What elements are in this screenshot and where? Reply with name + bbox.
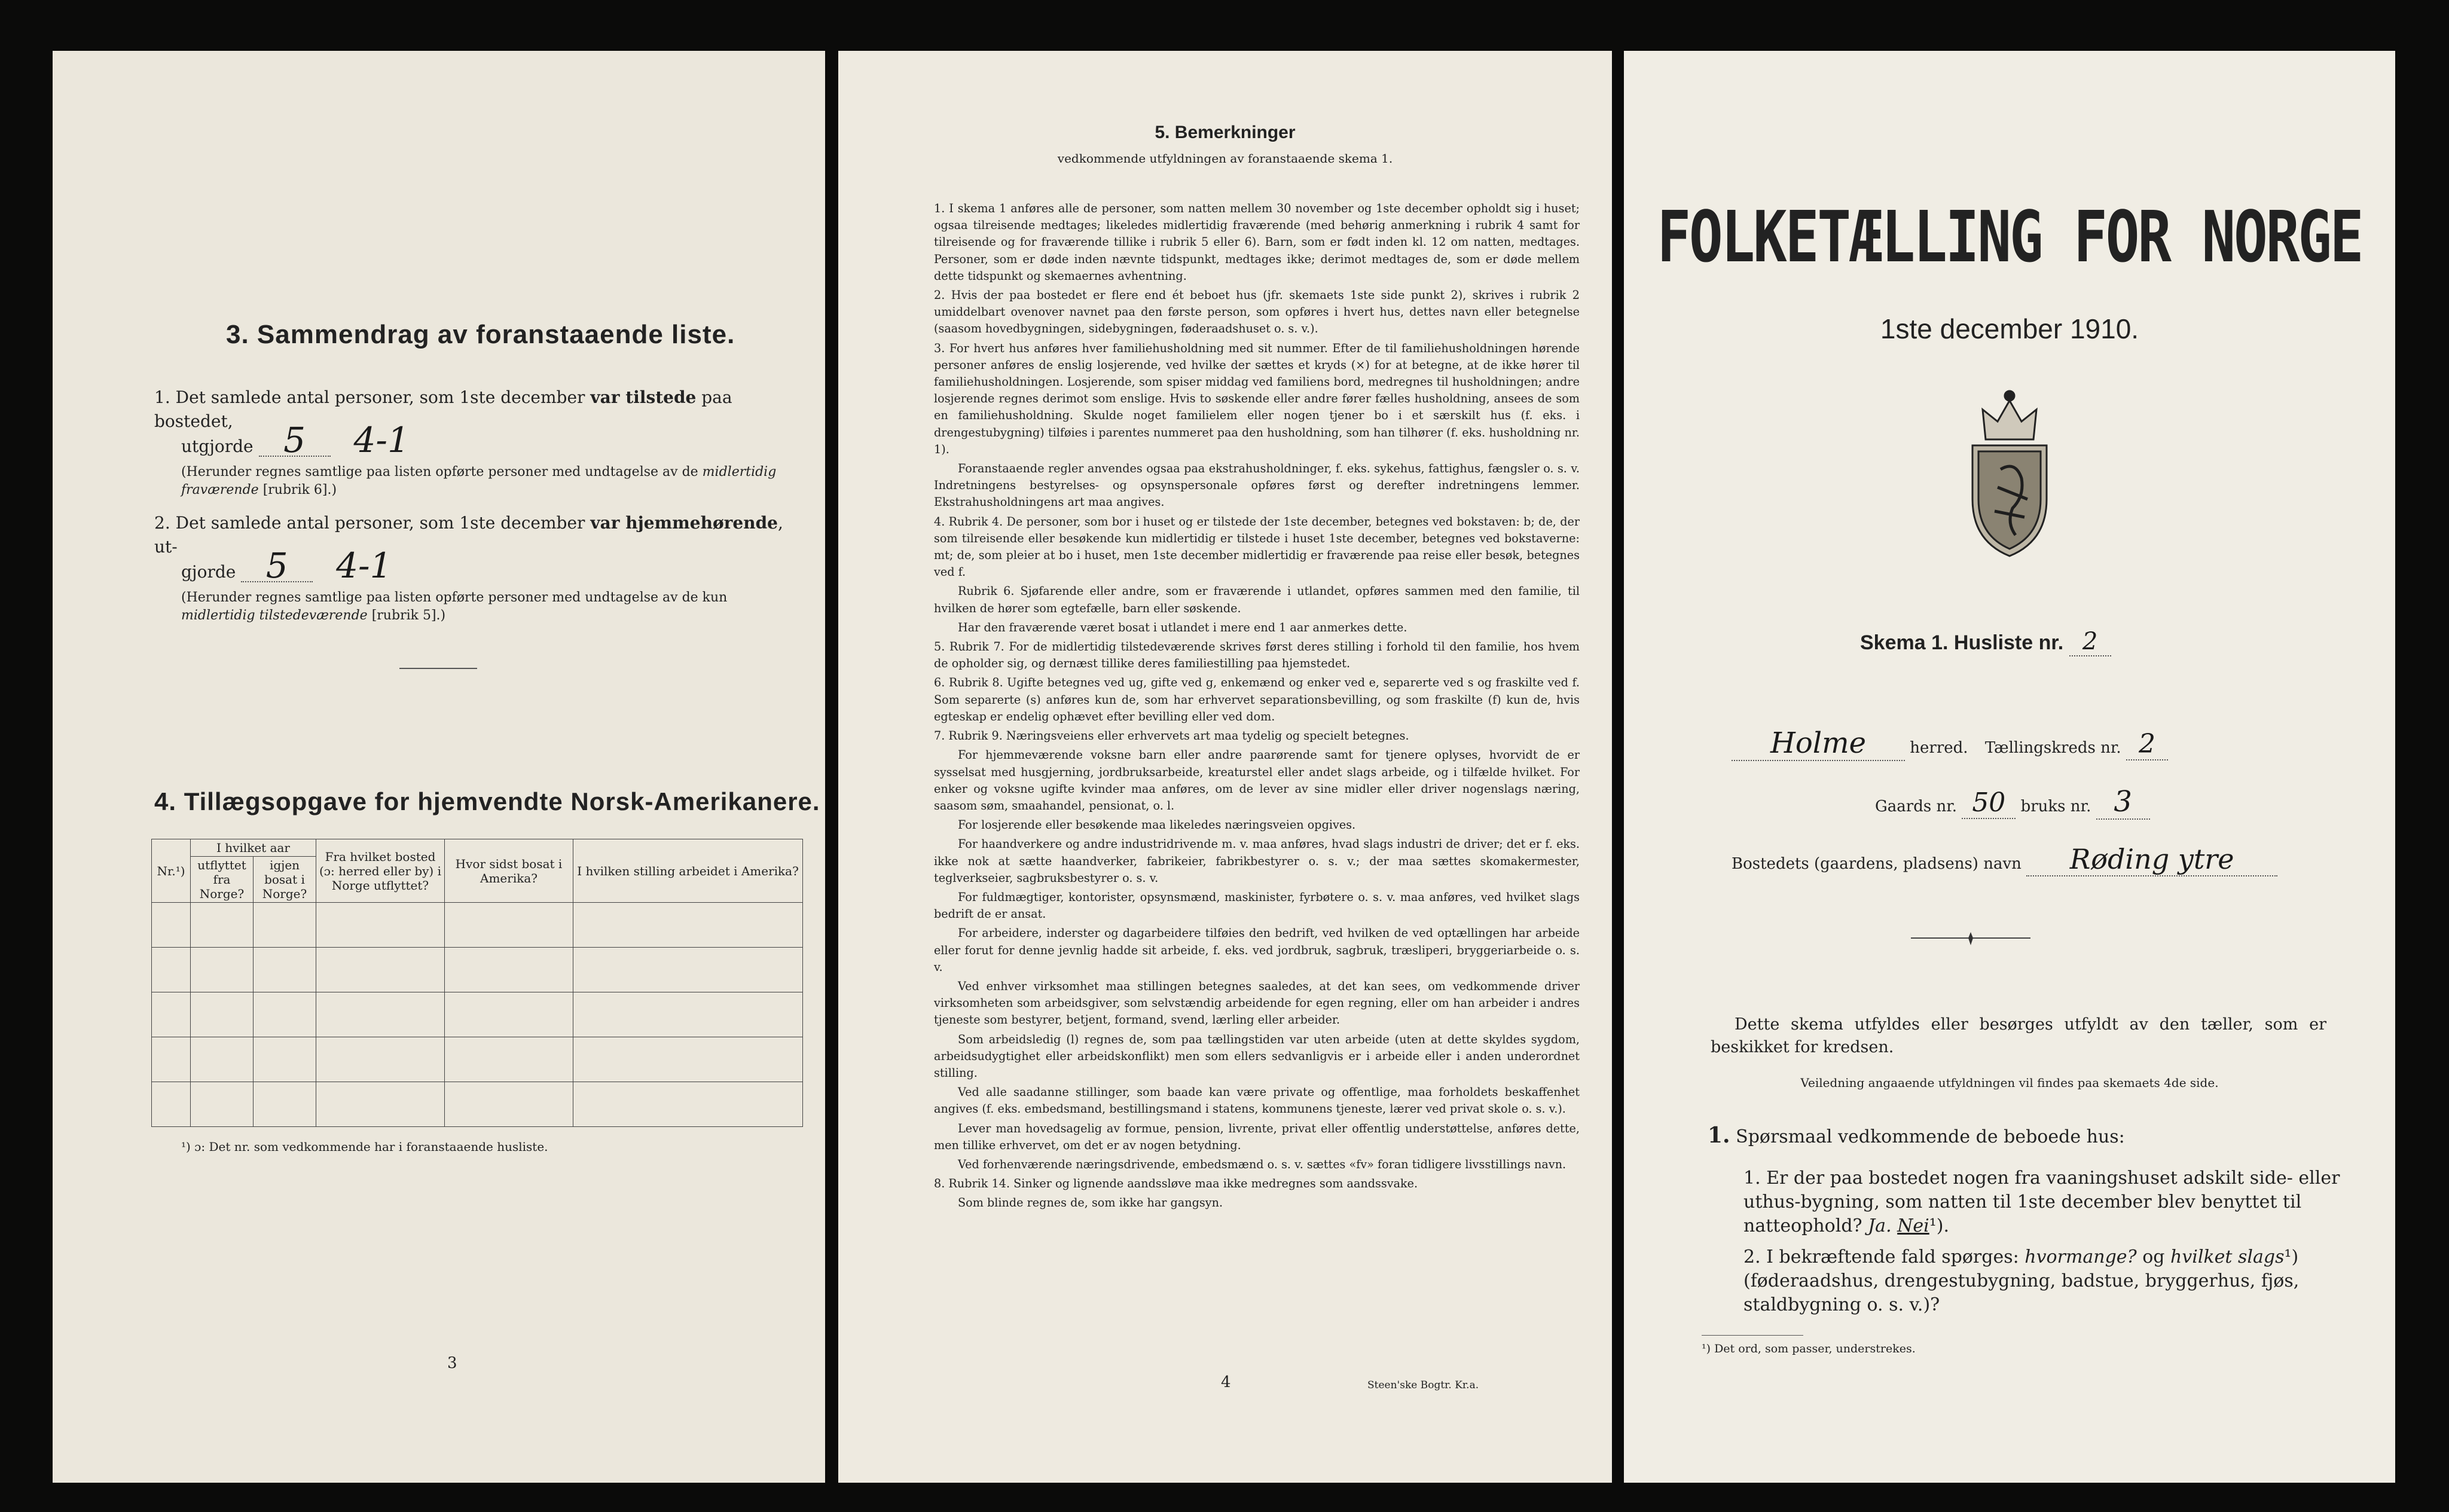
remark-paragraph: 1. I skema 1 anføres alle de personer, som natten mellem 30 november og 1ste december opholdt sig i huset; ogsaa tilreisende medtages; likeledes midlertidig fraværende (med behørig anmerkning i rubrik 4 samt for tilreisende og for fraværende tillike i rubrik 5 eller 6). Barn, som er født inden kl. 12 om natten, medtages. Personer, som er døde inden nævnte tidspunkt, medtages ikke; derimot medtages de, som er døde mellem dette tidspunkt og skemaernes avhentning. <box>934 201 1580 283</box>
cover-footnote: ¹) Det ord, som passer, understrekes. <box>1702 1342 1916 1355</box>
remark-paragraph: 7. Rubrik 9. Næringsveiens eller erhvervets art maa tydelig og specielt betegnes. <box>934 729 1409 743</box>
remarks-body <box>934 200 1580 1214</box>
gaards-value: 50 <box>1962 787 2016 819</box>
remark-paragraph: Har den fraværende været bosat i utlandet i mere end 1 aar anmerkes dette. <box>958 620 1407 634</box>
remark-paragraph: 4. Rubrik 4. De personer, som bor i huset og er tilstede der 1ste december, betegnes ved bokstaven: b; de, der som tilreisende eller besøkende kun midlertidig er tilstede i huset 1ste december, betegnes ved bokstaverne: mt; de, som pleier at bo i huset, men 1ste december midlertidig er fraværende paa reise eller besøk, betegnes ved f. <box>934 514 1580 579</box>
page-3-summary <box>53 51 825 1483</box>
remark-paragraph: Lever man hovedsagelig av formue, pension, livrente, privat eller offentlig understøttelse, anføres dette, men tillike erhvervet, om det er av nogen betydning. <box>934 1121 1580 1152</box>
veiledning-text: Veiledning angaaende utfyldningen vil findes paa skemaets 4de side. <box>1800 1076 2219 1090</box>
table-row <box>152 1037 803 1082</box>
col-stilling: I hvilken stilling arbeidet i Amerika? <box>573 839 803 903</box>
instruction-text: Dette skema utfyldes eller besørges utfyldt av den tæller, som er beskikket for kredsen. <box>1711 1015 2326 1056</box>
remark-paragraph: For haandverkere og andre industridrivende m. v. maa anføres, hvad slags industri de driver; det er f. eks. ikke nok at sætte haandverker, fabrikeier, fabrikbestyrer o. s. v.; der maa sættes skomakermester, teglverkseier, sagbruksbestyrer o. s. v. <box>934 837 1580 885</box>
divider <box>399 668 477 669</box>
husliste-number: 2 <box>2069 628 2111 656</box>
col-utflyttet: utflyttet fra Norge? <box>191 857 254 903</box>
col-igjen: igjen bosat i Norge? <box>254 857 316 903</box>
questions-heading: 1. Spørsmaal vedkommende de beboede hus: <box>1708 1123 2125 1148</box>
remark-paragraph: 2. Hvis der paa bostedet er flere end ét beboet hus (jfr. skemaets 1ste side punkt 2), skrives i rubrik 2 umiddelbart ovenover navnet paa den første person, som opføres i hvert hus, dettes navn eller betegnelse (saasom hovedbygningen, sidebygningen, føderaadshuset o. s. v.). <box>934 288 1580 336</box>
table-row <box>152 903 803 948</box>
hjemmehorende-breakdown: 4-1 <box>336 545 392 586</box>
remark-paragraph: Ved forhenværende næringsdrivende, embedsmænd o. s. v. sættes «fv» foran tidligere livsstillings navn. <box>958 1157 1566 1171</box>
col-nr: Nr.¹) <box>152 839 191 903</box>
gaards-row: Gaards nr. 50 bruks nr. 3 <box>1875 785 2150 820</box>
summary-item-1-note: (Herunder regnes samtlige paa listen opførte personer med undtagelse av de midlertidig fraværende [rubrik 6].) <box>181 465 777 497</box>
tilstede-count: 5 <box>259 424 331 457</box>
herred-row: Holme herred. Tællingskreds nr. 2 <box>1732 726 2329 761</box>
col-sidst: Hvor sidst bosat i Amerika? <box>445 839 573 903</box>
form-title: FOLKETÆLLING FOR NORGE <box>1657 197 2362 279</box>
bosted-row: Bostedets (gaardens, pladsens) navn Røding ytre <box>1732 843 2277 876</box>
remark-paragraph: Foranstaaende regler anvendes ogsaa paa ekstrahusholdninger, f. eks. sykehus, fattighus, fængsler o. s. v. Indretningens bestyrelses- og opsynspersonale opføres først og derefter indretningens lemmer. Ekstrahusholdningens art maa angives. <box>934 462 1580 509</box>
bruks-value: 3 <box>2096 785 2150 820</box>
page-1-cover <box>1624 51 2395 1483</box>
remark-paragraph: For fuldmægtiger, kontorister, opsynsmænd, maskinister, fyrbøtere o. s. v. maa anføres, ved hvilket slags bedrift de er ansat. <box>934 890 1580 921</box>
herred-value: Holme <box>1732 726 1905 761</box>
table-row <box>152 948 803 992</box>
skema-label: Skema 1. Husliste nr. 2 <box>1860 628 2111 656</box>
bosted-value: Røding ytre <box>2026 843 2277 876</box>
printer-credit: Steen'ske Bogtr. Kr.a. <box>1367 1379 1479 1391</box>
question-1: 1. Er der paa bostedet nogen fra vaaningshuset adskilt side- eller uthus-bygning, som natten til 1ste december blev benyttet til natteophold? Ja. Nei¹). <box>1743 1168 2340 1236</box>
remark-paragraph: For arbeidere, inderster og dagarbeidere tilføies den bedrift, ved hvilken de ved optællingen har arbeide eller forut for denne jevnlig hadde sit arbeide, f. eks. ved jordbruk, sagbruk, træsliperi, bryggeriarbeide o. s. v. <box>934 926 1580 974</box>
table-row <box>152 1082 803 1127</box>
remark-paragraph: 3. For hvert hus anføres hver familiehusholdning med sit nummer. Efter de til familiehusholdningen hørende personer anføres de enslig losjerende, ved hvilke der sættes et kryds (×) for at betegne, at de ikke hører til familiehusholdningen. Losjerende, som spiser middag ved familiens bord, medregnes til husholdningen; andre losjerende regnes derimot som enslige. Hvis to søskende eller andre fører fælles husholdning, ansees de som en familiehusholdning. Skulde noget familielem eller nogen tjener bo i et særskilt hus (f. eks. i drengestubygning) tilføies i parentes nummeret paa den husholdning, som han tilhører (f. eks. husholdning nr. 1). <box>934 341 1580 456</box>
remarks-subtitle: vedkommende utfyldningen av foranstaaende skema 1. <box>1057 151 1393 166</box>
page-number: 3 <box>447 1354 457 1372</box>
tilstede-breakdown: 4-1 <box>353 420 410 460</box>
page-4-remarks <box>838 51 1612 1483</box>
col-fra: Fra hvilket bosted (ɔ: herred eller by) i Norge utflyttet? <box>316 839 445 903</box>
form-date: 1ste december 1910. <box>1880 313 2139 344</box>
table-footnote: ¹) ɔ: Det nr. som vedkommende har i foranstaaende husliste. <box>181 1140 548 1154</box>
remark-paragraph: 6. Rubrik 8. Ugifte betegnes ved ug, gifte ved g, enkemænd og enker ved e, separerte ved s og fraskilte ved f. Som separerte (s) anføres kun de, som har erhvervet separationsbevilling, og som fraskilte (f) kun de, hvis egteskap er endelig ophævet efter bevilling eller ved dom. <box>934 676 1580 723</box>
remark-paragraph: 5. Rubrik 7. For de midlertidig tilstedeværende skrives først deres stilling i forhold til den familie, hos hvem de opholder sig, og dernæst tillike deres familiestilling paa hjemstedet. <box>934 640 1580 671</box>
remark-paragraph: Som blinde regnes de, som ikke har gangsyn. <box>958 1196 1223 1210</box>
norsk-amerikanere-table <box>151 839 803 1127</box>
table-row <box>152 992 803 1037</box>
summary-item-1-line2: utgjorde 5 4-1 <box>181 420 410 460</box>
section-3-title: 3. Sammendrag av foranstaaende liste. <box>226 320 735 349</box>
remark-paragraph: Ved enhver virksomhet maa stillingen betegnes saaledes, at det kan sees, om vedkommende driver virksomheten som arbeidsgiver, som selvstændig arbeidende for egen regning, eller om han arbeider i andres tjeneste som bestyrer, betjent, formand, svend, lærling eller arbeider. <box>934 979 1580 1027</box>
answer-nei: Nei <box>1897 1215 1929 1236</box>
remark-paragraph: 8. Rubrik 14. Sinker og lignende aandssløve maa ikke medregnes som aandssvake. <box>934 1177 1418 1191</box>
footnote-rule <box>1702 1335 1803 1336</box>
question-2: 2. I bekræftende fald spørges: hvormange? og hvilket slags¹) (føderaadshus, drengestubygning, badstue, bryggerhus, fjøs, staldbygning o. s. v.)? <box>1743 1247 2300 1315</box>
summary-item-2-line2: gjorde 5 4-1 <box>181 545 392 586</box>
hjemmehorende-count: 5 <box>241 550 313 582</box>
remark-paragraph: For hjemmeværende voksne barn eller andre paarørende samt for tjenere oplyses, hvorvidt de er sysselsat med husgjerning, jordbruksarbeide, kreaturstel eller andet slags arbeide, og i tilfælde hvilket. For enker og voksne ugifte kvinder maa anføres, om de lever av sine midler eller driver nogenslags næring, saasom søm, smaahandel, pensionat, o. l. <box>934 748 1580 812</box>
page-number: 4 <box>1221 1373 1231 1391</box>
summary-item-2: 2. Det samlede antal personer, som 1ste december var hjemmehørende, ut- <box>154 513 783 557</box>
remark-paragraph: Rubrik 6. Sjøfarende eller andre, som er fraværende i utlandet, opføres sammen med den familie, til hvilken de hører som egtefælle, barn eller søskende. <box>934 584 1580 615</box>
kreds-value: 2 <box>2126 729 2168 760</box>
remark-paragraph: For losjerende eller besøkende maa likeledes næringsveien opgives. <box>958 818 1356 832</box>
summary-item-1: 1. Det samlede antal personer, som 1ste december var tilstede paa bostedet, <box>154 387 732 431</box>
section-4-title: 4. Tillægsopgave for hjemvendte Norsk-Amerikanere. <box>154 787 820 815</box>
summary-item-2-note: (Herunder regnes samtlige paa listen opførte personer med undtagelse av de kun midlertidig tilstedeværende [rubrik 5].) <box>181 590 728 623</box>
remarks-title: 5. Bemerkninger <box>1155 123 1296 142</box>
remark-paragraph: Som arbeidsledig (l) regnes de, som paa tællingstiden var uten arbeide (uten at dette skyldes sygdom, arbeidsudygtighet eller arbeidskonflikt) men som ellers sedvanligvis er i arbeide eller i anden underordnet stilling. <box>934 1032 1580 1080</box>
col-year: I hvilket aar <box>191 839 316 857</box>
remark-paragraph: Ved alle saadanne stillinger, som baade kan være private og offentlige, maa forholdets beskaffenhet angives (f. eks. embedsmand, bestillingsmand i statens, kommunens tjeneste, lærer ved privat skole o. s. v.). <box>934 1085 1580 1116</box>
dagger-ornament-icon <box>1911 930 2030 948</box>
norwegian-lion-crest-icon <box>1950 383 2069 562</box>
